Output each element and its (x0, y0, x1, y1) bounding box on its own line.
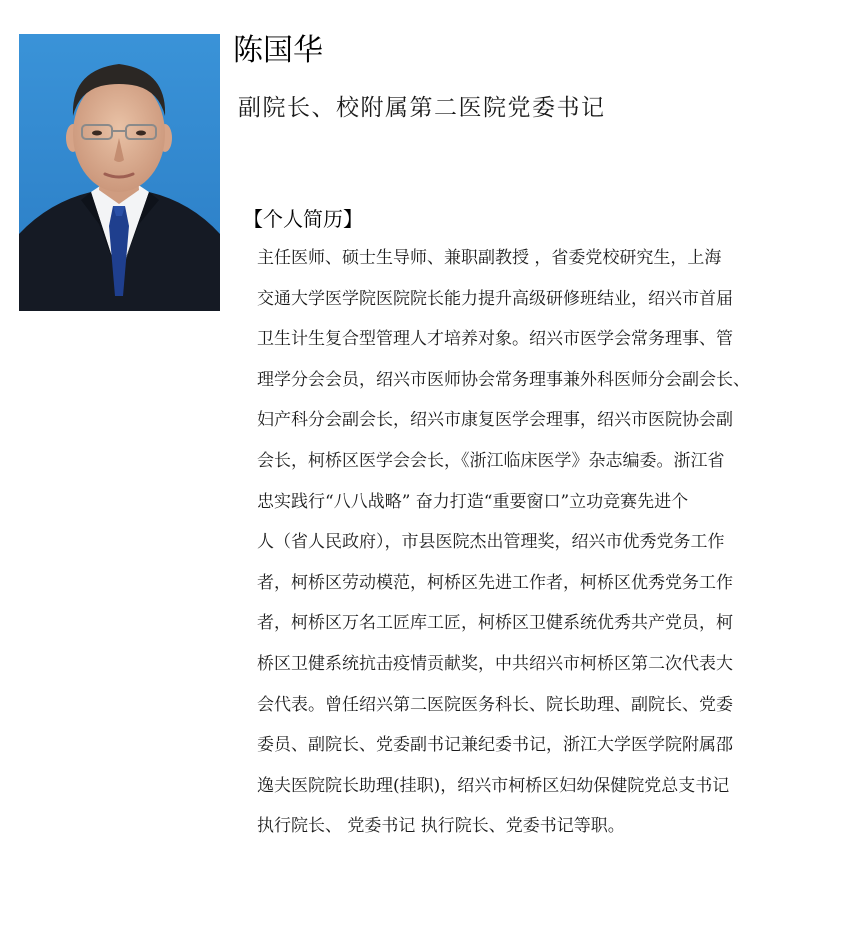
resume-line: 交通大学医学院医院院长能力提升高级研修班结业，绍兴市首届 (257, 288, 733, 309)
person-name: 陈国华 (233, 33, 323, 68)
job-title: 副院长、校附属第二医院党委书记 (238, 95, 606, 121)
resume-section-heading: 【个人简历】 (243, 207, 363, 231)
resume-text (257, 242, 817, 851)
resume-line: 桥区卫健系统抗击疫情贡献奖，中共绍兴市柯桥区第二次代表大 (257, 653, 733, 674)
resume-line: 逸夫医院院长助理(挂职)，绍兴市柯桥区妇幼保健院党总支书记 (257, 775, 730, 796)
resume-line: 卫生计生复合型管理人才培养对象。绍兴市医学会常务理事、管 (257, 329, 733, 350)
resume-line: 会长，柯桥区医学会会长，《浙江临床医学》杂志编委。浙江省 (257, 450, 725, 471)
person-portrait-icon (19, 34, 220, 311)
resume-line: 执行院长、 党委书记 执行院长、党委书记等职。 (257, 816, 625, 837)
resume-line: 会代表。曾任绍兴第二医院医务科长、院长助理、副院长、党委 (257, 694, 733, 715)
resume-line: 忠实践行“八八战略” 奋力打造“重要窗口”立功竞赛先进个 (257, 491, 689, 512)
resume-line: 者，柯桥区劳动模范，柯桥区先进工作者，柯桥区优秀党务工作 (257, 572, 733, 593)
portrait-photo (19, 34, 220, 311)
resume-line: 主任医师、硕士生导师、兼职副教授 ，省委党校研究生，上海 (257, 248, 722, 268)
resume-line: 者，柯桥区万名工匠库工匠，柯桥区卫健系统优秀共产党员，柯 (257, 613, 733, 634)
resume-line: 委员、副院长、党委副书记兼纪委书记，浙江大学医学院附属邵 (257, 735, 733, 756)
resume-line: 理学分会会员，绍兴市医师协会常务理事兼外科医师分会副会长、 (257, 369, 750, 390)
resume-line: 妇产科分会副会长，绍兴市康复医学会理事，绍兴市医院协会副 (257, 410, 733, 431)
resume-line: 人（省人民政府），市县医院杰出管理奖，绍兴市优秀党务工作 (257, 532, 725, 553)
